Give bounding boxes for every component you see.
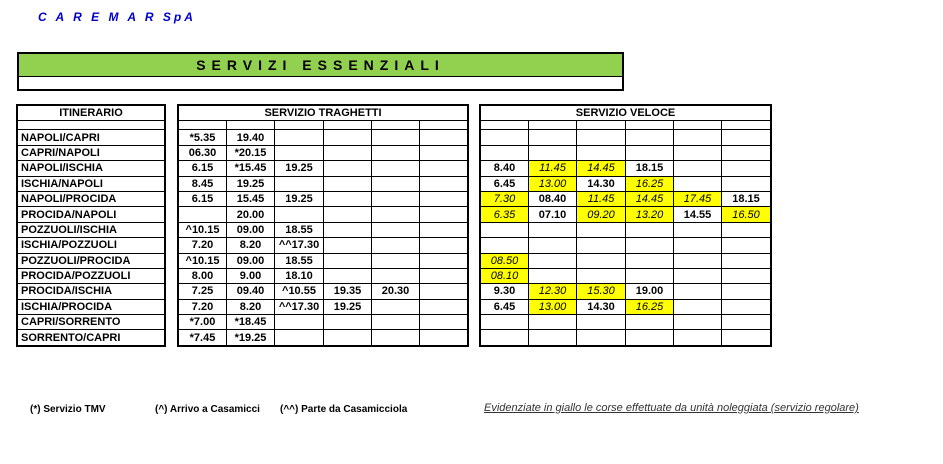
fast-time bbox=[481, 130, 529, 145]
ferry-header: SERVIZIO TRAGHETTI bbox=[179, 106, 468, 121]
ferry-time: 7.20 bbox=[179, 299, 227, 314]
ferry-time: *7.00 bbox=[179, 315, 227, 330]
ferry-row bbox=[179, 207, 468, 222]
ferry-time bbox=[372, 130, 420, 145]
ferry-time bbox=[275, 207, 324, 222]
ferry-row bbox=[179, 176, 468, 191]
ferry-time: 8.45 bbox=[179, 176, 227, 191]
legend-arrivo: (^) Arrivo a Casamicci bbox=[155, 404, 260, 415]
route-name: PROCIDA/ISCHIA bbox=[18, 284, 165, 299]
fast-time bbox=[722, 176, 771, 191]
ferry-time: *19.25 bbox=[227, 330, 275, 345]
ferry-time bbox=[324, 207, 372, 222]
fast-row bbox=[481, 299, 771, 314]
fast-time bbox=[577, 238, 626, 253]
ferry-time bbox=[372, 145, 420, 160]
route-row bbox=[18, 238, 165, 253]
fast-time: 19.00 bbox=[626, 284, 674, 299]
fast-time bbox=[674, 238, 722, 253]
fast-time bbox=[626, 268, 674, 283]
ferry-time bbox=[275, 176, 324, 191]
ferry-time bbox=[420, 268, 468, 283]
ferry-time bbox=[420, 130, 468, 145]
ferry-time bbox=[420, 330, 468, 345]
blank-cell bbox=[420, 121, 468, 130]
blank-cell bbox=[372, 121, 420, 130]
fast-row bbox=[481, 191, 771, 206]
ferry-time bbox=[420, 145, 468, 160]
fast-row bbox=[481, 207, 771, 222]
ferry-time bbox=[420, 176, 468, 191]
ferry-time: 20.00 bbox=[227, 207, 275, 222]
route-row bbox=[18, 253, 165, 268]
ferry-time bbox=[275, 315, 324, 330]
fast-time bbox=[529, 145, 577, 160]
ferry-time: ^^17.30 bbox=[275, 299, 324, 314]
route-name: NAPOLI/CAPRI bbox=[18, 130, 165, 145]
fast-time bbox=[481, 315, 529, 330]
fast-time: 14.55 bbox=[674, 207, 722, 222]
fast-time: 14.30 bbox=[577, 299, 626, 314]
fast-row bbox=[481, 284, 771, 299]
ferry-time bbox=[372, 207, 420, 222]
blank-cell bbox=[626, 121, 674, 130]
fast-time: 18.15 bbox=[722, 191, 771, 206]
fast-time-chartered: 16.25 bbox=[626, 299, 674, 314]
fast-time bbox=[529, 238, 577, 253]
fast-time-chartered: 13.00 bbox=[529, 299, 577, 314]
fast-time bbox=[674, 145, 722, 160]
fast-time bbox=[577, 330, 626, 345]
fast-time: 9.30 bbox=[481, 284, 529, 299]
fast-time bbox=[481, 238, 529, 253]
ferry-time: 6.15 bbox=[179, 191, 227, 206]
fast-time: 6.45 bbox=[481, 176, 529, 191]
fast-time-chartered: 09.20 bbox=[577, 207, 626, 222]
fast-time bbox=[529, 268, 577, 283]
ferry-time bbox=[372, 176, 420, 191]
fast-time-chartered: 08.50 bbox=[481, 253, 529, 268]
route-row bbox=[18, 161, 165, 176]
fast-time-chartered: 08.10 bbox=[481, 268, 529, 283]
fast-row bbox=[481, 253, 771, 268]
ferry-time: ^^17.30 bbox=[275, 238, 324, 253]
ferry-time: *7.45 bbox=[179, 330, 227, 345]
ferry-time bbox=[324, 130, 372, 145]
blank-cell bbox=[275, 121, 324, 130]
fast-time bbox=[481, 330, 529, 345]
fast-time bbox=[674, 161, 722, 176]
ferry-time: 19.25 bbox=[275, 191, 324, 206]
ferry-time: 19.25 bbox=[227, 176, 275, 191]
fast-time bbox=[674, 222, 722, 237]
ferry-time: 09.00 bbox=[227, 222, 275, 237]
ferry-time: 09.40 bbox=[227, 284, 275, 299]
fast-time bbox=[577, 253, 626, 268]
fast-time bbox=[481, 145, 529, 160]
fast-time-chartered: 7.30 bbox=[481, 191, 529, 206]
ferry-time bbox=[275, 145, 324, 160]
ferry-time bbox=[324, 222, 372, 237]
route-row bbox=[18, 284, 165, 299]
ferry-time bbox=[324, 238, 372, 253]
ferry-row bbox=[179, 330, 468, 345]
ferry-row bbox=[179, 268, 468, 283]
blank-cell bbox=[529, 121, 577, 130]
ferry-time bbox=[275, 130, 324, 145]
company-name: C A R E M A R SpA bbox=[38, 10, 196, 24]
fast-row bbox=[481, 176, 771, 191]
page-title: SERVIZI ESSENZIALI bbox=[19, 54, 622, 77]
fast-time bbox=[577, 222, 626, 237]
fast-time: 6.45 bbox=[481, 299, 529, 314]
fast-time-chartered: 16.50 bbox=[722, 207, 771, 222]
ferry-table bbox=[178, 105, 468, 346]
fast-time bbox=[722, 330, 771, 345]
ferry-time: 18.10 bbox=[275, 268, 324, 283]
ferry-time bbox=[372, 268, 420, 283]
blank-cell bbox=[18, 121, 165, 130]
ferry-time bbox=[275, 330, 324, 345]
ferry-time: 8.00 bbox=[179, 268, 227, 283]
blank-cell bbox=[179, 121, 227, 130]
fast-time: 8.40 bbox=[481, 161, 529, 176]
fast-time bbox=[722, 253, 771, 268]
fast-time bbox=[529, 315, 577, 330]
ferry-time: 15.45 bbox=[227, 191, 275, 206]
route-row bbox=[18, 330, 165, 345]
fast-row bbox=[481, 238, 771, 253]
ferry-time: 19.35 bbox=[324, 284, 372, 299]
legend-parte: (^^) Parte da Casamicciola bbox=[280, 404, 408, 415]
route-name: ISCHIA/PROCIDA bbox=[18, 299, 165, 314]
itinerary-header: ITINERARIO bbox=[18, 106, 165, 121]
route-name: ISCHIA/NAPOLI bbox=[18, 176, 165, 191]
fast-time bbox=[722, 130, 771, 145]
ferry-row bbox=[179, 253, 468, 268]
blank-cell bbox=[324, 121, 372, 130]
ferry-time: *20.15 bbox=[227, 145, 275, 160]
fast-time: 08.40 bbox=[529, 191, 577, 206]
fast-time bbox=[722, 145, 771, 160]
ferry-time bbox=[420, 207, 468, 222]
fast-time bbox=[674, 315, 722, 330]
ferry-time bbox=[372, 222, 420, 237]
title-box bbox=[17, 52, 624, 91]
ferry-row bbox=[179, 130, 468, 145]
ferry-time: *18.45 bbox=[227, 315, 275, 330]
fast-time bbox=[481, 222, 529, 237]
fast-time bbox=[626, 315, 674, 330]
blank-cell bbox=[227, 121, 275, 130]
ferry-time bbox=[372, 315, 420, 330]
route-name: CAPRI/SORRENTO bbox=[18, 315, 165, 330]
legend-tmv: (*) Servizio TMV bbox=[30, 404, 106, 415]
fast-time bbox=[529, 253, 577, 268]
fast-time: 14.30 bbox=[577, 176, 626, 191]
ferry-time: ^10.15 bbox=[179, 222, 227, 237]
fast-time bbox=[674, 176, 722, 191]
ferry-time: 19.40 bbox=[227, 130, 275, 145]
fast-time-chartered: 17.45 bbox=[674, 191, 722, 206]
ferry-time: 19.25 bbox=[275, 161, 324, 176]
ferry-time bbox=[324, 315, 372, 330]
fast-row bbox=[481, 145, 771, 160]
fast-time-chartered: 13.00 bbox=[529, 176, 577, 191]
ferry-row bbox=[179, 238, 468, 253]
ferry-time bbox=[372, 299, 420, 314]
ferry-time: ^10.55 bbox=[275, 284, 324, 299]
fast-time bbox=[626, 130, 674, 145]
route-name: POZZUOLI/PROCIDA bbox=[18, 253, 165, 268]
fast-time bbox=[626, 330, 674, 345]
fast-time bbox=[674, 130, 722, 145]
route-row bbox=[18, 268, 165, 283]
blank-cell bbox=[577, 121, 626, 130]
ferry-row bbox=[179, 161, 468, 176]
route-name: NAPOLI/ISCHIA bbox=[18, 161, 165, 176]
fast-time-chartered: 14.45 bbox=[577, 161, 626, 176]
fast-time bbox=[529, 222, 577, 237]
ferry-time bbox=[420, 253, 468, 268]
fast-time bbox=[674, 253, 722, 268]
ferry-time bbox=[420, 191, 468, 206]
route-name: NAPOLI/PROCIDA bbox=[18, 191, 165, 206]
route-row bbox=[18, 145, 165, 160]
ferry-time: ^10.15 bbox=[179, 253, 227, 268]
ferry-time: 20.30 bbox=[372, 284, 420, 299]
ferry-time: 18.55 bbox=[275, 253, 324, 268]
route-row bbox=[18, 191, 165, 206]
route-row bbox=[18, 299, 165, 314]
route-name: PROCIDA/POZZUOLI bbox=[18, 268, 165, 283]
fast-time bbox=[626, 238, 674, 253]
ferry-time: *5.35 bbox=[179, 130, 227, 145]
fast-time bbox=[529, 130, 577, 145]
ferry-time: 8.20 bbox=[227, 238, 275, 253]
ferry-time bbox=[372, 253, 420, 268]
route-name: POZZUOLI/ISCHIA bbox=[18, 222, 165, 237]
ferry-time bbox=[420, 299, 468, 314]
ferry-time bbox=[420, 284, 468, 299]
ferry-time bbox=[324, 145, 372, 160]
ferry-time bbox=[372, 191, 420, 206]
fast-time bbox=[529, 330, 577, 345]
fast-time bbox=[577, 130, 626, 145]
ferry-row bbox=[179, 222, 468, 237]
ferry-time: *15.45 bbox=[227, 161, 275, 176]
fast-time bbox=[722, 161, 771, 176]
fast-time-chartered: 12.30 bbox=[529, 284, 577, 299]
ferry-time: 7.25 bbox=[179, 284, 227, 299]
route-name: CAPRI/NAPOLI bbox=[18, 145, 165, 160]
fast-row bbox=[481, 130, 771, 145]
fast-time bbox=[722, 299, 771, 314]
fast-row bbox=[481, 315, 771, 330]
ferry-time: 7.20 bbox=[179, 238, 227, 253]
route-row bbox=[18, 222, 165, 237]
fast-service-table bbox=[480, 105, 771, 346]
fast-time bbox=[626, 222, 674, 237]
ferry-time: 6.15 bbox=[179, 161, 227, 176]
fast-time-chartered: 13.20 bbox=[626, 207, 674, 222]
route-row bbox=[18, 130, 165, 145]
ferry-time bbox=[420, 222, 468, 237]
fast-time-chartered: 16.25 bbox=[626, 176, 674, 191]
ferry-time bbox=[324, 176, 372, 191]
ferry-time bbox=[372, 238, 420, 253]
ferry-time: 9.00 bbox=[227, 268, 275, 283]
blank-cell bbox=[481, 121, 529, 130]
ferry-time: 18.55 bbox=[275, 222, 324, 237]
route-name: SORRENTO/CAPRI bbox=[18, 330, 165, 345]
fast-service-header: SERVIZIO VELOCE bbox=[481, 106, 771, 121]
fast-time bbox=[722, 268, 771, 283]
blank-cell bbox=[722, 121, 771, 130]
fast-time bbox=[722, 222, 771, 237]
ferry-time bbox=[324, 191, 372, 206]
fast-time bbox=[577, 315, 626, 330]
highlight-note: Evidenziate in giallo le corse effettuate da unità noleggiata (servizio regolare) bbox=[484, 402, 859, 414]
fast-time-chartered: 14.45 bbox=[626, 191, 674, 206]
ferry-row bbox=[179, 299, 468, 314]
fast-time: 18.15 bbox=[626, 161, 674, 176]
ferry-row bbox=[179, 315, 468, 330]
ferry-time bbox=[324, 330, 372, 345]
route-name: ISCHIA/POZZUOLI bbox=[18, 238, 165, 253]
fast-time bbox=[722, 315, 771, 330]
ferry-time bbox=[324, 268, 372, 283]
ferry-row bbox=[179, 191, 468, 206]
fast-time bbox=[674, 268, 722, 283]
fast-time bbox=[722, 238, 771, 253]
ferry-time bbox=[372, 161, 420, 176]
fast-time-chartered: 11.45 bbox=[577, 191, 626, 206]
fast-time bbox=[626, 253, 674, 268]
ferry-time bbox=[324, 161, 372, 176]
ferry-time: 09.00 bbox=[227, 253, 275, 268]
itinerary-table bbox=[17, 105, 165, 346]
fast-row bbox=[481, 161, 771, 176]
ferry-time bbox=[372, 330, 420, 345]
fast-time bbox=[674, 284, 722, 299]
fast-time bbox=[722, 284, 771, 299]
fast-time bbox=[577, 268, 626, 283]
route-name: PROCIDA/NAPOLI bbox=[18, 207, 165, 222]
ferry-time: 19.25 bbox=[324, 299, 372, 314]
ferry-row bbox=[179, 284, 468, 299]
ferry-time bbox=[420, 238, 468, 253]
fast-time bbox=[626, 145, 674, 160]
fast-row bbox=[481, 330, 771, 345]
fast-time bbox=[674, 299, 722, 314]
route-row bbox=[18, 315, 165, 330]
fast-time: 07.10 bbox=[529, 207, 577, 222]
ferry-time bbox=[324, 253, 372, 268]
blank-cell bbox=[674, 121, 722, 130]
fast-time-chartered: 15.30 bbox=[577, 284, 626, 299]
fast-time bbox=[577, 145, 626, 160]
fast-time bbox=[674, 330, 722, 345]
ferry-row bbox=[179, 145, 468, 160]
ferry-time: 8.20 bbox=[227, 299, 275, 314]
fast-row bbox=[481, 268, 771, 283]
fast-time-chartered: 11.45 bbox=[529, 161, 577, 176]
ferry-time: 06.30 bbox=[179, 145, 227, 160]
ferry-time bbox=[179, 207, 227, 222]
route-row bbox=[18, 176, 165, 191]
route-row bbox=[18, 207, 165, 222]
fast-row bbox=[481, 222, 771, 237]
ferry-time bbox=[420, 315, 468, 330]
fast-time-chartered: 6.35 bbox=[481, 207, 529, 222]
ferry-time bbox=[420, 161, 468, 176]
